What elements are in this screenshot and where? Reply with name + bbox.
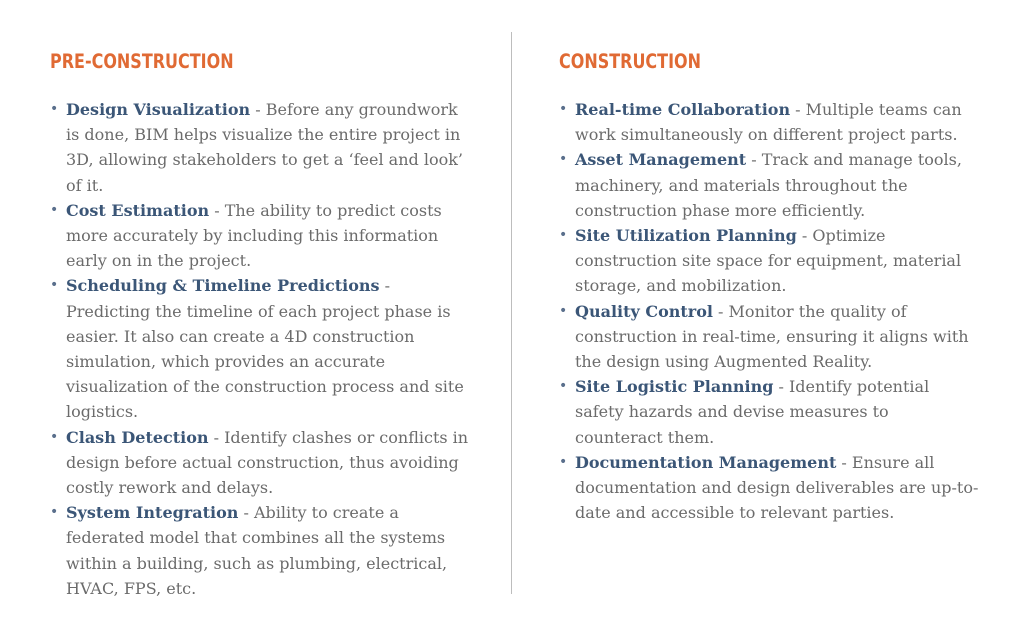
bullet-icon: • [559, 378, 568, 395]
item-description: Before any groundwork is done, BIM helps visualize the entire project in 3D, allowing stakeholders to get a ‘feel and look’ of it. [66, 100, 463, 195]
item-separator: - [773, 377, 789, 397]
list-item [50, 500, 470, 601]
list-item [559, 299, 979, 375]
list-item [559, 147, 979, 223]
item-separator: - [836, 452, 852, 472]
bullet-icon: • [50, 101, 59, 117]
item-separator: - [796, 226, 813, 246]
item-separator: - [250, 100, 266, 119]
list-item [50, 425, 470, 501]
list-item [559, 374, 979, 450]
item-separator: - [208, 427, 225, 447]
item-title: System Integration [66, 503, 239, 523]
pre-construction-column [50, 50, 470, 601]
item-separator: - [379, 276, 391, 296]
bullet-icon: • [559, 227, 568, 244]
list-item [559, 97, 979, 147]
item-description: Identify clashes or conflicts in design before actual construction, thus avoiding costly rework and delays. [66, 427, 469, 498]
item-description: Ensure all documentation and design deliverables are up-to-date and accessible to relevant parties. [575, 452, 979, 523]
construction-heading: CONSTRUCTION [559, 50, 702, 73]
item-description: Track and manage tools, machinery, and materials throughout the construction phase more efficiently. [575, 150, 962, 220]
list-item [50, 198, 470, 274]
pre-construction-heading: PRE-CONSTRUCTION [50, 50, 234, 73]
item-separator: - [746, 150, 762, 170]
item-separator: - [209, 200, 225, 220]
construction-column [559, 50, 979, 525]
bullet-icon: • [559, 302, 568, 319]
list-item [50, 97, 470, 198]
item-separator: - [712, 301, 729, 321]
item-description: Multiple teams can work simultaneously on different project parts. [575, 100, 962, 145]
list-item [559, 450, 979, 526]
item-title: Asset Management [575, 150, 747, 170]
item-description: Predicting the timeline of each project phase is easier. It also can create a 4D construction simulation, which provides an accurate visualization of the construction process and site logistics. [66, 301, 464, 422]
item-separator: - [238, 503, 254, 523]
item-title: Site Utilization Planning [575, 226, 797, 246]
list-item [559, 223, 979, 299]
item-title: Real-time Collaboration [575, 100, 791, 119]
bullet-icon: • [50, 504, 59, 521]
item-title: Cost Estimation [66, 200, 210, 220]
item-title: Scheduling & Timeline Predictions [66, 276, 380, 296]
item-description: Optimize construction site space for equipment, material storage, and mobilization. [575, 226, 962, 296]
bullet-icon: • [50, 277, 59, 294]
bullet-icon: • [50, 428, 59, 445]
item-title: Documentation Management [575, 452, 837, 472]
construction-list [559, 97, 979, 525]
bullet-icon: • [50, 201, 59, 218]
item-title: Clash Detection [66, 427, 209, 447]
item-title: Quality Control [575, 301, 713, 321]
item-description: Monitor the quality of construction in real-time, ensuring it aligns with the design using Augmented Reality. [575, 301, 969, 372]
bullet-icon: • [559, 101, 568, 117]
item-title: Site Logistic Planning [575, 377, 774, 397]
bullet-icon: • [559, 151, 568, 168]
list-item [50, 273, 470, 424]
item-separator: - [790, 100, 806, 119]
item-title: Design Visualization [66, 100, 251, 119]
item-description: Identify potential safety hazards and devise measures to counteract them. [575, 377, 930, 447]
column-divider [511, 32, 512, 594]
item-description: Ability to create a federated model that combines all the systems within a building, such as plumbing, electrical, HVAC, FPS, etc. [66, 503, 448, 598]
bullet-icon: • [559, 453, 568, 470]
item-description: The ability to predict costs more accurately by including this information early on in the project. [66, 200, 442, 271]
pre-construction-list [50, 97, 470, 601]
